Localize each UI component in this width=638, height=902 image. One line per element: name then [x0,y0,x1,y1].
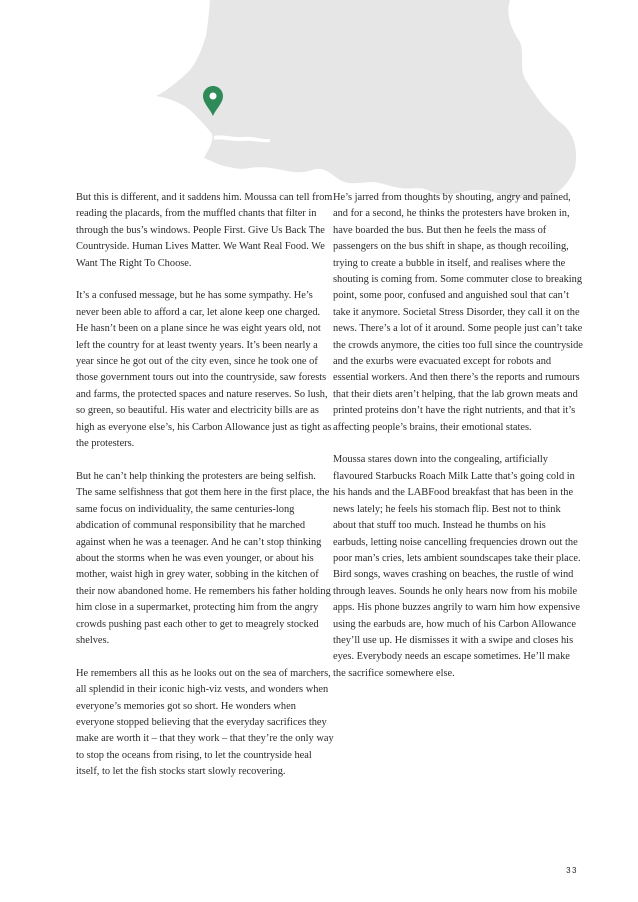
paragraph: But he can’t help thinking the protesters are being selfish. The same selfishness that got them here in the first place, the same focus on individuality, the same centuries-long abdication of communal responsibility that he marched against when he was a teenager. And he can’t stop thinking about the storms when he was even younger, or about his mother, waist high in grey water, sobbing in the kitchen of their now abandoned home. He remembers his father holding him close in a supermarket, protecting him from the angry crowds pushing past each other to get to meagrely stocked shelves. [76,470,331,646]
right-text-column [333,190,583,699]
page-number: 33 [566,866,578,875]
paragraph: He remembers all this as he looks out on the sea of marchers, all splendid in their iconic high-viz vests, and wonders when everyone’s memories got so short. He wonders when everyone stopped believing that the everyday sacrifices they make are worth it – that they work – that they’re the only way to stop the oceans from rising, to let the countryside heal itself, to let the fish stocks start slowly recovering. [76,667,334,778]
paragraph: He’s jarred from thoughts by shouting, angry and pained, and for a second, he thinks the protesters have broken in, have boarded the bus. But then he feels the mass of passengers on the bus shift in shape, as though recoiling, trying to create a bubble in itself, and realises where the shouting is coming from. Some commuter close to breaking point, some poor, confused and anguished soul that can’t take it anymore. Societal Stress Disorder, they call it on the news. There’s a lot of it around. Some people just can’t take the crowds anymore, the cities too full since the countryside and the exurbs were evacuated except for robots and essential workers. And then there’s the reports and rumours that their diets aren’t helping, that the lab grown meats and printed proteins don’t have the right nutrients, and that it’s affecting people’s brains, their emotional states. [333,192,583,433]
paragraph: But this is different, and it saddens him. Moussa can tell from reading the placards, from the muffled chants that filter in through the bus’s windows. People First. Give Us Back The Countryside. Human Lives Matter. We Want Real Food. We Want The Right To Choose. [76,192,333,269]
paragraph: It’s a confused message, but he has some sympathy. He’s never been able to afford a car, let alone keep one charged. He hasn’t been on a plane since he was eight years old, not left the country for at least twenty years. It’s been nearly a year since he got out of the city even, since he took one of those government tours out into the countryside, saw forests and farms, the protected spaces and nature reserves. So lush, so green, so beautiful. His water and electricity bills are as high as everyone else’s, his Carbon Allowance just as tight as the protesters. [76,290,332,450]
map-illustration [0,0,638,200]
left-text-column [76,190,334,797]
paragraph: Moussa stares down into the congealing, artificially flavoured Starbucks Roach Milk Latte that’s going cold in his hands and the LABFood breakfast that has been in the news lately; he feels his stomach flip. Best not to think about that stuff too much. Instead he thumbs on his earbuds, letting noise cancelling frequencies drown out the poor man’s cries, lets ambient soundscapes take their place. Bird songs, waves crashing on beaches, the rustle of wind through leaves. Sounds he only hears now from his mobile apps. His phone buzzes angrily to warn him how expensive using the earbuds are, how much of his Carbon Allowance they’ll use up. He dismisses it with a swipe and closes his eyes. Everybody needs an escape sometimes. He’ll make the sacrifice somewhere else. [333,454,581,679]
